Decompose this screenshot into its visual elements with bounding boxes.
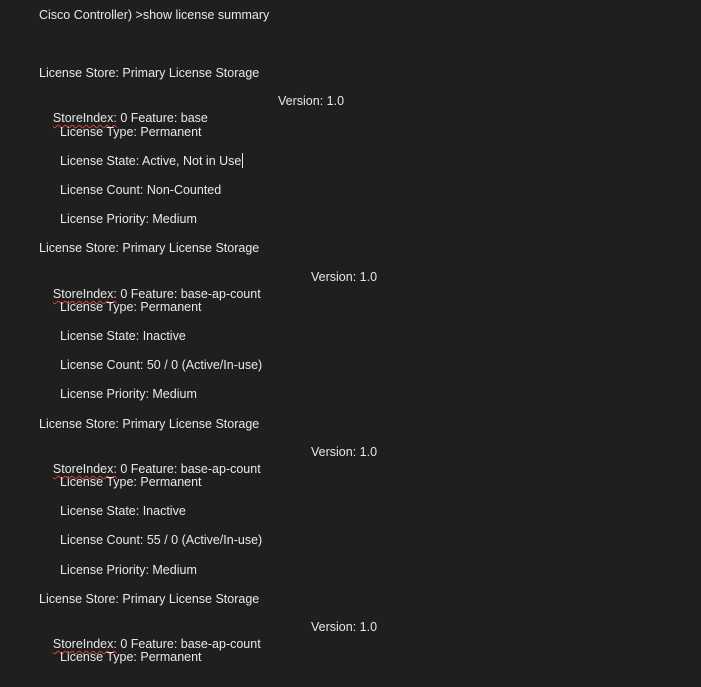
command-line: Cisco Controller) >show license summary xyxy=(39,8,270,22)
version-text: Version: 1.0 xyxy=(278,94,345,108)
license-type-line: License Type: Permanent xyxy=(60,475,202,489)
license-state-text: License State: Active, Not in Use xyxy=(60,154,242,168)
license-type-line: License Type: Permanent xyxy=(60,125,202,139)
feature-text: 0 Feature: base xyxy=(116,111,208,125)
feature-text: 0 Feature: base-ap-count xyxy=(116,462,261,476)
license-state-line xyxy=(60,153,243,169)
license-count-line: License Count: Non-Counted xyxy=(60,183,222,197)
license-count-line: License Count: 50 / 0 (Active/In-use) xyxy=(60,358,263,372)
license-type-line: License Type: Permanent xyxy=(60,300,202,314)
license-store-line: License Store: Primary License Storage xyxy=(39,417,260,431)
version-text: Version: 1.0 xyxy=(311,270,378,284)
version-text: Version: 1.0 xyxy=(311,620,378,634)
license-state-line: License State: Inactive xyxy=(60,329,186,343)
license-store-line: License Store: Primary License Storage xyxy=(39,592,260,606)
license-store-line: License Store: Primary License Storage xyxy=(39,241,260,255)
license-priority-line: License Priority: Medium xyxy=(60,212,197,226)
text-cursor xyxy=(242,153,243,168)
store-index-word: StoreIndex: xyxy=(52,287,117,301)
store-index-word: StoreIndex: xyxy=(52,462,117,476)
license-count-line: License Count: 55 / 0 (Active/In-use) xyxy=(60,533,263,547)
feature-text: 0 Feature: base-ap-count xyxy=(116,287,261,301)
license-store-line: License Store: Primary License Storage xyxy=(39,66,260,80)
store-index-word: StoreIndex: xyxy=(52,637,117,651)
license-state-line: License State: Inactive xyxy=(60,504,186,518)
license-priority-line: License Priority: Medium xyxy=(60,563,197,577)
store-index-word: StoreIndex: xyxy=(52,111,117,125)
license-priority-line: License Priority: Medium xyxy=(60,387,197,401)
license-type-line: License Type: Permanent xyxy=(60,650,202,664)
version-text: Version: 1.0 xyxy=(311,445,378,459)
feature-text: 0 Feature: base-ap-count xyxy=(116,637,261,651)
